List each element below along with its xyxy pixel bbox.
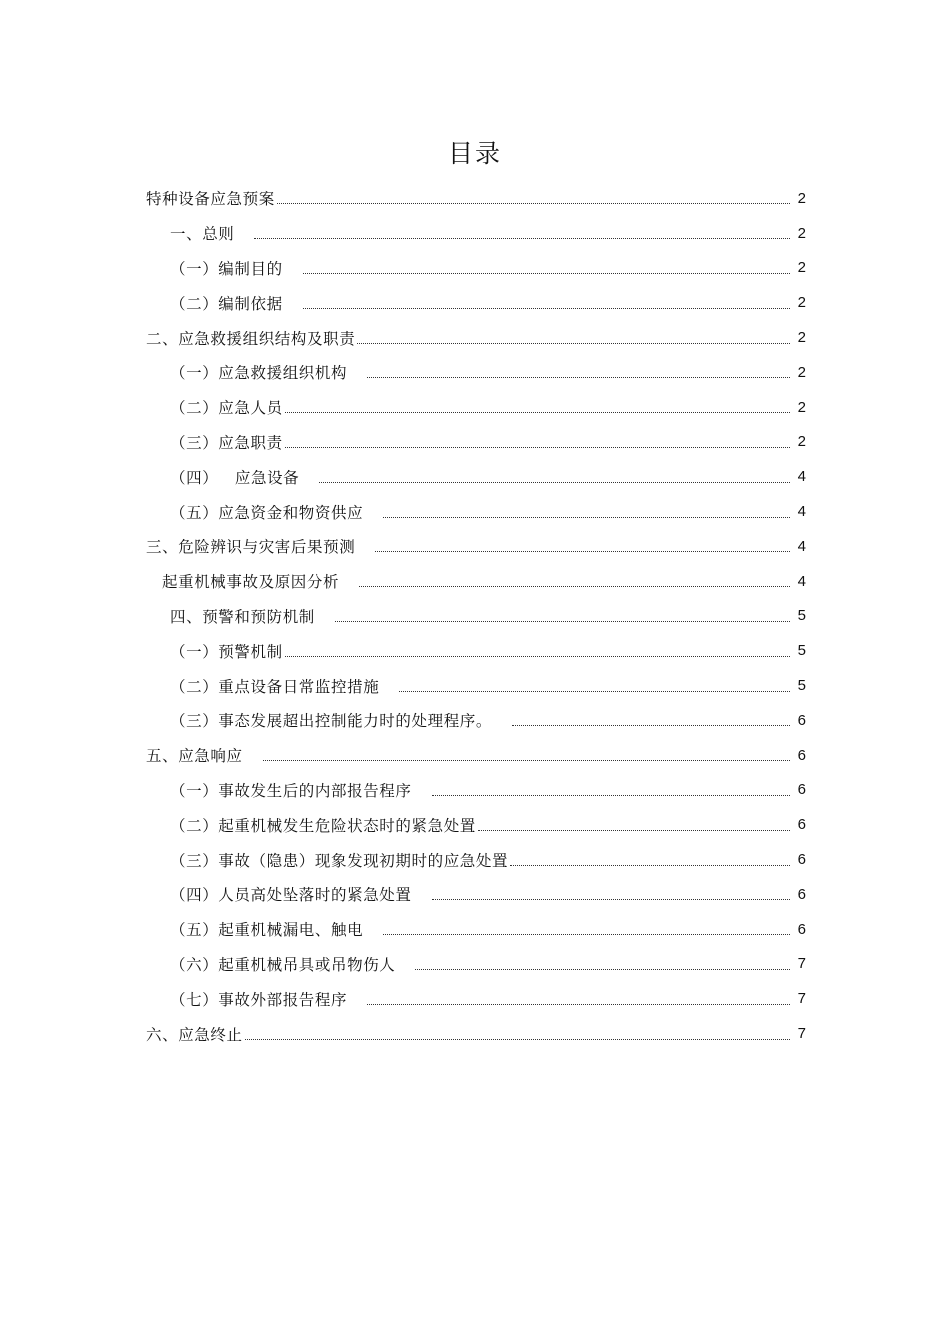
toc-entry-label: （一）应急救援组织机构 xyxy=(170,364,348,383)
toc-page-number: 2 xyxy=(797,294,806,312)
toc-dot-leader xyxy=(383,933,790,935)
toc-dot-leader xyxy=(285,411,790,413)
toc-dot-leader xyxy=(367,1003,790,1005)
toc-dot-leader xyxy=(432,898,790,900)
toc-dot-leader xyxy=(285,446,790,448)
toc-entry-label: （四）人员高处坠落时的紧急处置 xyxy=(170,886,412,905)
toc-page-number: 7 xyxy=(797,990,806,1008)
toc-title: 目录 xyxy=(447,139,502,168)
toc-dot-leader xyxy=(510,864,790,866)
toc-page-number: 4 xyxy=(797,572,806,590)
toc-page-number: 5 xyxy=(797,607,806,625)
toc-entry[interactable] xyxy=(146,842,806,877)
toc-dot-leader xyxy=(285,655,790,657)
toc-dot-leader xyxy=(357,342,790,344)
toc-dot-leader xyxy=(367,376,790,378)
toc-entry[interactable] xyxy=(146,912,806,947)
toc-entry[interactable] xyxy=(146,251,806,286)
toc-entry[interactable] xyxy=(146,773,806,808)
toc-entry-label: 起重机械事故及原因分析 xyxy=(162,573,340,592)
toc-entry-label: （一）预警机制 xyxy=(170,642,283,661)
toc-page-number: 7 xyxy=(797,955,806,973)
toc-entry[interactable] xyxy=(146,564,806,599)
toc-entry-label: 五、应急响应 xyxy=(146,747,243,766)
toc-entry-label: （二）编制依据 xyxy=(170,294,283,313)
toc-page-number: 2 xyxy=(797,398,806,416)
toc-dot-leader xyxy=(245,1038,790,1040)
toc-entry-label: （二）重点设备日常监控措施 xyxy=(170,677,380,696)
toc-dot-leader xyxy=(254,237,790,239)
toc-entry[interactable] xyxy=(146,425,806,460)
toc-entry-label: （三）应急职责 xyxy=(170,433,283,452)
toc-entry[interactable] xyxy=(146,355,806,390)
toc-entry[interactable] xyxy=(146,529,806,564)
toc-page-number: 4 xyxy=(797,537,806,555)
toc-entry[interactable] xyxy=(146,390,806,425)
toc-page-number: 6 xyxy=(797,885,806,903)
toc-entry[interactable] xyxy=(146,668,806,703)
toc-entry-label: （二）起重机械发生危险状态时的紧急处置 xyxy=(170,816,476,835)
toc-entry-label: 二、应急救援组织结构及职责 xyxy=(146,329,356,348)
toc-page-number: 6 xyxy=(797,746,806,764)
toc-page-number: 6 xyxy=(797,920,806,938)
toc-entry[interactable] xyxy=(146,981,806,1016)
toc-page-number: 6 xyxy=(797,851,806,869)
toc-page-number: 2 xyxy=(797,224,806,242)
toc-page-number: 2 xyxy=(797,363,806,381)
toc-dot-leader xyxy=(335,620,790,622)
toc-page-number: 5 xyxy=(797,677,806,695)
toc-dot-leader xyxy=(478,829,790,831)
toc-dot-leader xyxy=(383,516,790,518)
toc-entry-label: （一）事故发生后的内部报告程序 xyxy=(170,781,412,800)
toc-entry-label: （五）应急资金和物资供应 xyxy=(170,503,364,522)
toc-entry-label: 一、总则 xyxy=(170,225,235,244)
toc-page-number: 7 xyxy=(797,1025,806,1043)
toc-entry[interactable] xyxy=(146,633,806,668)
toc-entry-label: （七）事故外部报告程序 xyxy=(170,990,348,1009)
toc-entry-label: （三）事态发展超出控制能力时的处理程序。 xyxy=(170,712,493,731)
toc-entry[interactable] xyxy=(146,459,806,494)
toc-page-number: 2 xyxy=(797,259,806,277)
toc-page-number: 6 xyxy=(797,781,806,799)
toc-dot-leader xyxy=(432,794,790,796)
toc-entry[interactable] xyxy=(146,599,806,634)
toc-dot-leader xyxy=(375,550,790,552)
toc-entry-label: （三）事故（隐患）现象发现初期时的应急处置 xyxy=(170,851,509,870)
toc-dot-leader xyxy=(415,968,790,970)
toc-entry-label: 六、应急终止 xyxy=(146,1025,243,1044)
toc-dot-leader xyxy=(277,202,790,204)
toc-entry[interactable] xyxy=(146,216,806,251)
toc-list xyxy=(146,181,806,1051)
toc-entry[interactable] xyxy=(146,320,806,355)
toc-page-number: 5 xyxy=(797,642,806,660)
toc-page-number: 6 xyxy=(797,711,806,729)
toc-entry-label: （一）编制目的 xyxy=(170,259,283,278)
toc-entry[interactable] xyxy=(146,877,806,912)
toc-entry[interactable] xyxy=(146,181,806,216)
toc-dot-leader xyxy=(263,759,790,761)
toc-entry-label: 三、危险辨识与灾害后果预测 xyxy=(146,538,356,557)
toc-entry[interactable] xyxy=(146,285,806,320)
toc-page-number: 6 xyxy=(797,816,806,834)
toc-dot-leader xyxy=(303,307,790,309)
toc-entry-label: 四、预警和预防机制 xyxy=(170,607,315,626)
toc-page-number: 2 xyxy=(797,189,806,207)
toc-entry[interactable] xyxy=(146,1016,806,1051)
toc-page-number: 4 xyxy=(797,468,806,486)
toc-entry[interactable] xyxy=(146,947,806,982)
toc-page-number: 2 xyxy=(797,433,806,451)
toc-entry-label: （四） 应急设备 xyxy=(170,468,300,487)
toc-entry[interactable] xyxy=(146,738,806,773)
toc-dot-leader xyxy=(512,724,790,726)
toc-entry-label: 特种设备应急预案 xyxy=(146,190,275,209)
toc-dot-leader xyxy=(319,481,790,483)
toc-entry[interactable] xyxy=(146,807,806,842)
toc-dot-leader xyxy=(303,272,790,274)
toc-entry-label: （二）应急人员 xyxy=(170,399,283,418)
toc-dot-leader xyxy=(359,585,790,587)
toc-entry-label: （六）起重机械吊具或吊物伤人 xyxy=(170,955,396,974)
toc-page-number: 2 xyxy=(797,329,806,347)
toc-entry[interactable] xyxy=(146,494,806,529)
toc-entry-label: （五）起重机械漏电、触电 xyxy=(170,921,364,940)
toc-entry[interactable] xyxy=(146,703,806,738)
toc-page-number: 4 xyxy=(797,503,806,521)
toc-dot-leader xyxy=(399,690,790,692)
